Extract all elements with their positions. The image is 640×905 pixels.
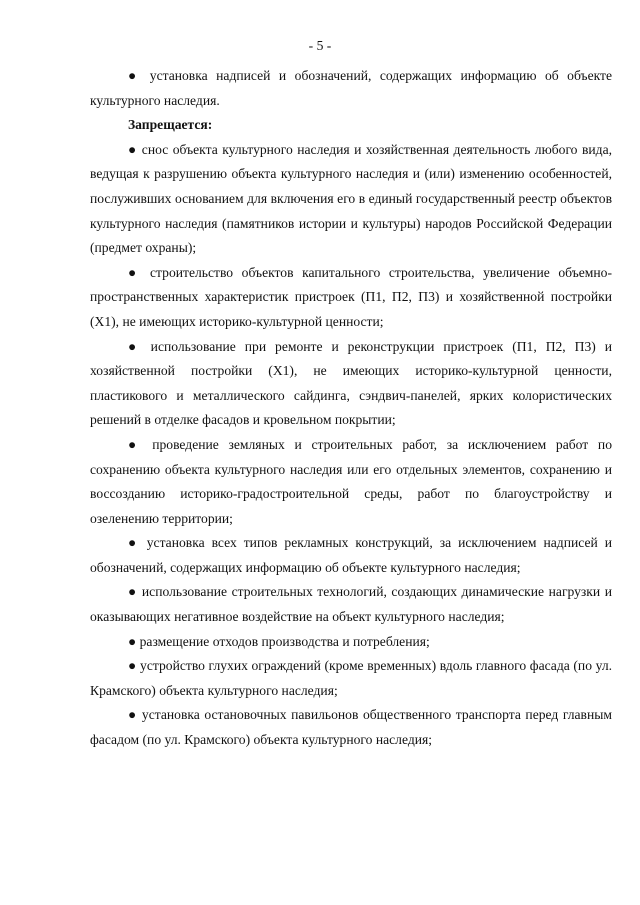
forbidden-heading: Запрещается: [128,117,213,133]
list-item: ● устройство глухих ограждений (кроме временных) вдоль главного фасада (по ул. Крамского) объекта культурного наследия; [90,658,612,698]
list-item: ● использование при ремонте и реконструкции пристроек (П1, П2, П3) и хозяйственной постройки (Х1), не имеющих историко-культурной ценности, пластикового и металлического сайдинга, сэндвич-панелей, ярких колористических решений в отделке фасадов и кровельном покрытии; [90,338,612,428]
list-item: ● размещение отходов производства и потребления; [128,633,430,649]
list-item: ● строительство объектов капитального строительства, увеличение объемно-пространственных характеристик пристроек (П1, П2, П3) и хозяйственной постройки (Х1), не имеющих историко-культурной ценности; [90,264,612,329]
list-item: ● снос объекта культурного наследия и хозяйственная деятельность любого вида, ведущая к разрушению объекта культурного наследия и (или) изменению особенностей, послуживших основанием для включения его в единый государственный реестр объектов культурного наследия (памятников истории и культуры) народов Российской Федерации (предмет охраны); [90,141,612,256]
list-item: ● использование строительных технологий, создающих динамические нагрузки и оказывающих негативное воздействие на объект культурного наследия; [90,584,612,625]
page-number: - 5 - [308,38,332,53]
document-body [90,64,612,753]
list-item: ● установка всех типов рекламных конструкций, за исключением надписей и обозначений, содержащих информацию об объекте культурного наследия; [90,535,612,575]
list-item: ● проведение земляных и строительных работ, за исключением работ по сохранению объекта культурного наследия или его отдельных элементов, сохранению и воссозданию историко-градостроительной среды, работ по благоустройству и озеленению территории; [90,436,612,526]
intro-list-item: ● установка надписей и обозначений, содержащих информацию об объекте культурного наследия. [90,68,612,108]
list-item: ● установка остановочных павильонов общественного транспорта перед главным фасадом (по ул. Крамского) объекта культурного наследия; [90,707,612,748]
